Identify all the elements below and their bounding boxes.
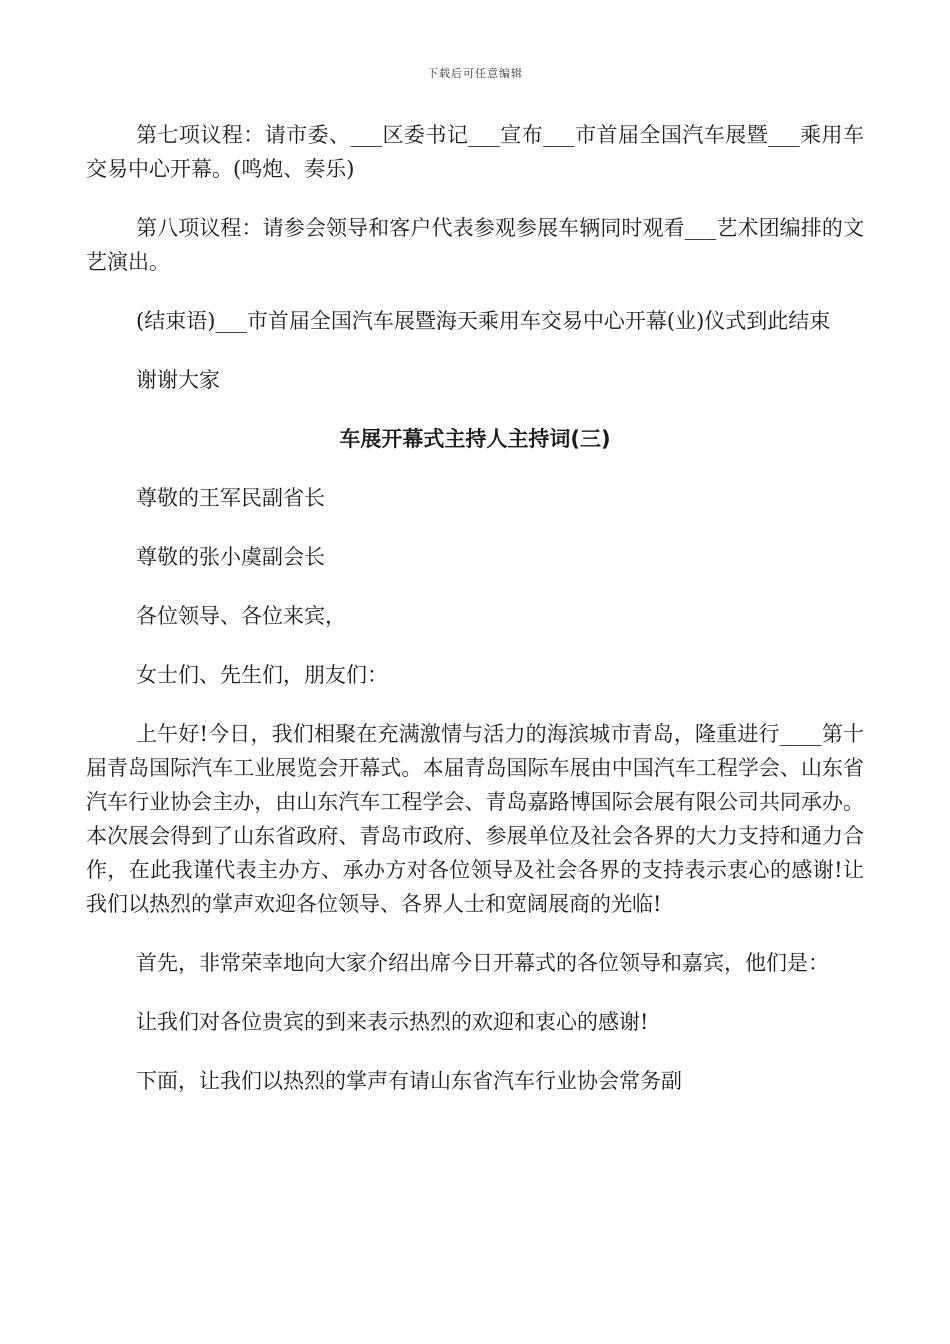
- salutation-4: 女士们、先生们，朋友们：: [136, 663, 388, 687]
- section-title: 车展开幕式主持人主持词(三): [339, 427, 611, 451]
- page-header: 下载后可任意编辑: [427, 67, 523, 80]
- paragraph-agenda-8: 第八项议程：请参会领导和客户代表参观参展车辆同时观看___艺术团编排的文艺演出。: [86, 216, 864, 274]
- document-body: [86, 118, 864, 1123]
- paragraph-next: 下面，让我们以热烈的掌声有请山东省汽车行业协会常务副: [136, 1069, 682, 1093]
- paragraph-thanks: 谢谢大家: [136, 368, 220, 392]
- paragraph-welcome: 让我们对各位贵宾的到来表示热烈的欢迎和衷心的感谢!: [136, 1010, 649, 1034]
- paragraph-closing: (结束语)___市首届全国汽车展暨海天乘用车交易中心开幕(业)仪式到此结束: [136, 309, 831, 333]
- salutation-1: 尊敬的王军民副省长: [136, 486, 325, 510]
- paragraph-opening: 上午好!今日，我们相聚在充满激情与活力的海滨城市青岛，隆重进行____第十届青岛国际汽车工业展览会开幕式。本届青岛国际车展由中国汽车工程学会、山东省汽车行业协会主办，由山东汽车工程学会、青岛嘉路博国际会展有限公司共同承办。本次展会得到了山东省政府、青岛市政府、参展单位及社会各界的大力支持和通力合作，在此我谨代表主办方、承办方对各位领导及社会各界的支持表示衷心的感谢!让我们以热烈的掌声欢迎各位领导、各界人士和宽阔展商的光临!: [86, 722, 864, 916]
- salutation-2: 尊敬的张小虞副会长: [136, 545, 325, 569]
- salutation-3: 各位领导、各位来宾，: [136, 604, 346, 628]
- paragraph-introduce-guests: 首先，非常荣幸地向大家介绍出席今日开幕式的各位领导和嘉宾，他们是：: [136, 951, 829, 975]
- paragraph-agenda-7: 第七项议程：请市委、___区委书记___宣布___市首届全国汽车展暨___乘用车交易中心开幕。(鸣炮、奏乐): [86, 123, 864, 181]
